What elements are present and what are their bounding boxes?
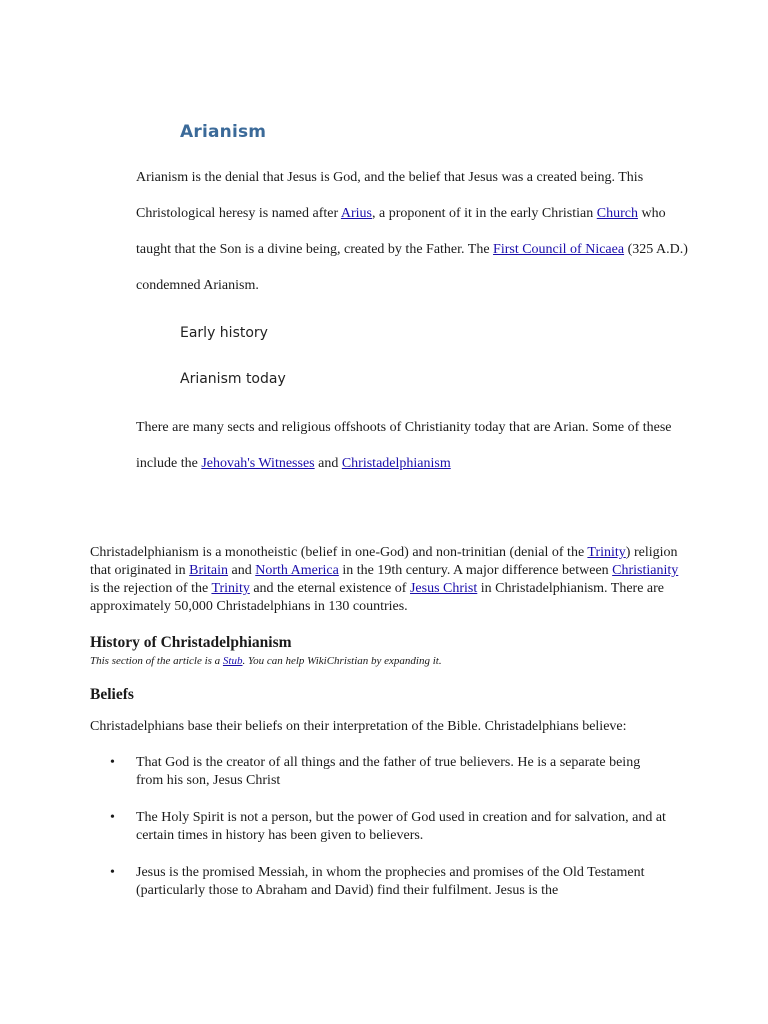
- beliefs-intro: Christadelphians base their beliefs on their interpretation of the Bible. Christadelphians believe:: [90, 719, 627, 734]
- stub-text: This section of the article is a: [90, 655, 223, 667]
- stub-link[interactable]: Stub: [222, 655, 243, 667]
- north-america-link[interactable]: North America: [255, 563, 339, 578]
- stub-notice: [90, 652, 690, 670]
- intro-text: who taught that the Son is a divine being, created by the Father. The: [136, 206, 666, 257]
- jehovahs-witnesses-link[interactable]: Jehovah's Witnesses: [201, 456, 315, 471]
- bullet-icon: •: [110, 865, 115, 880]
- body-text: ) religion that originated in: [90, 545, 678, 578]
- christadelphianism-link[interactable]: Christadelphianism: [341, 456, 451, 471]
- page-title: Arianism: [180, 122, 267, 142]
- beliefs-list: [90, 754, 690, 900]
- intro-text: (325 A.D.) condemned Arianism.: [136, 242, 688, 293]
- christadelphianism-section: [90, 544, 690, 919]
- body-text: is the rejection of the: [90, 581, 212, 596]
- body-text: and: [228, 563, 256, 578]
- arianism-today-heading: Arianism today: [180, 371, 286, 387]
- arius-link[interactable]: Arius: [340, 206, 373, 221]
- history-heading: History of Christadelphianism: [90, 634, 292, 651]
- belief-text: That God is the creator of all things and the father of true believers. He is a separate being from his son, Jesus Christ: [136, 755, 641, 788]
- intro-text: This Christological heresy is named after: [136, 170, 644, 221]
- church-link[interactable]: Church: [596, 206, 638, 221]
- bullet-icon: •: [110, 810, 115, 825]
- intro-paragraph: [136, 160, 696, 304]
- trinity-link[interactable]: Trinity: [211, 581, 250, 596]
- body-text: in the 19th century. A major difference between: [338, 563, 613, 578]
- christadelphianism-intro: [90, 544, 690, 616]
- belief-text: Jesus is the promised Messiah, in whom the prophecies and promises of the Old Testament (particularly those to Abraham and David) find their fulfilment. Jesus is the: [136, 865, 645, 898]
- intro-text: , a proponent of it in the early Christian: [372, 206, 597, 221]
- jesus-christ-link[interactable]: Jesus Christ: [409, 581, 478, 596]
- early-history-heading: Early history: [180, 325, 268, 341]
- body-text: and the eternal existence of: [249, 581, 410, 596]
- arian-text: and: [314, 456, 342, 471]
- beliefs-heading: Beliefs: [90, 686, 134, 703]
- christianity-link[interactable]: Christianity: [612, 563, 679, 578]
- list-item: [110, 754, 690, 790]
- body-text: Christadelphianism is a monotheistic (belief in one-God) and non-trinitian (denial of the: [90, 545, 588, 560]
- intro-text: Arianism is the denial that Jesus is God, and the belief that Jesus was a created being.: [136, 170, 615, 185]
- britain-link[interactable]: Britain: [189, 563, 229, 578]
- bullet-icon: •: [110, 755, 115, 770]
- trinity-link[interactable]: Trinity: [587, 545, 626, 560]
- first-council-of-nicaea-link[interactable]: First Council of Nicaea: [493, 242, 625, 257]
- arianism-today-paragraph: [136, 410, 696, 482]
- body-text: in Christadelphianism. There are approximately 50,000 Christadelphians in 130 countries.: [90, 581, 665, 614]
- stub-text: . You can help WikiChristian by expanding it.: [242, 655, 442, 667]
- list-item: [110, 864, 690, 900]
- belief-text: The Holy Spirit is not a person, but the power of God used in creation and for salvation, and at certain times in history has been given to believers.: [136, 810, 666, 843]
- list-item: [110, 809, 690, 845]
- arian-text: There are many sects and religious offshoots of Christianity today that are Arian. Some of these include the: [136, 420, 672, 471]
